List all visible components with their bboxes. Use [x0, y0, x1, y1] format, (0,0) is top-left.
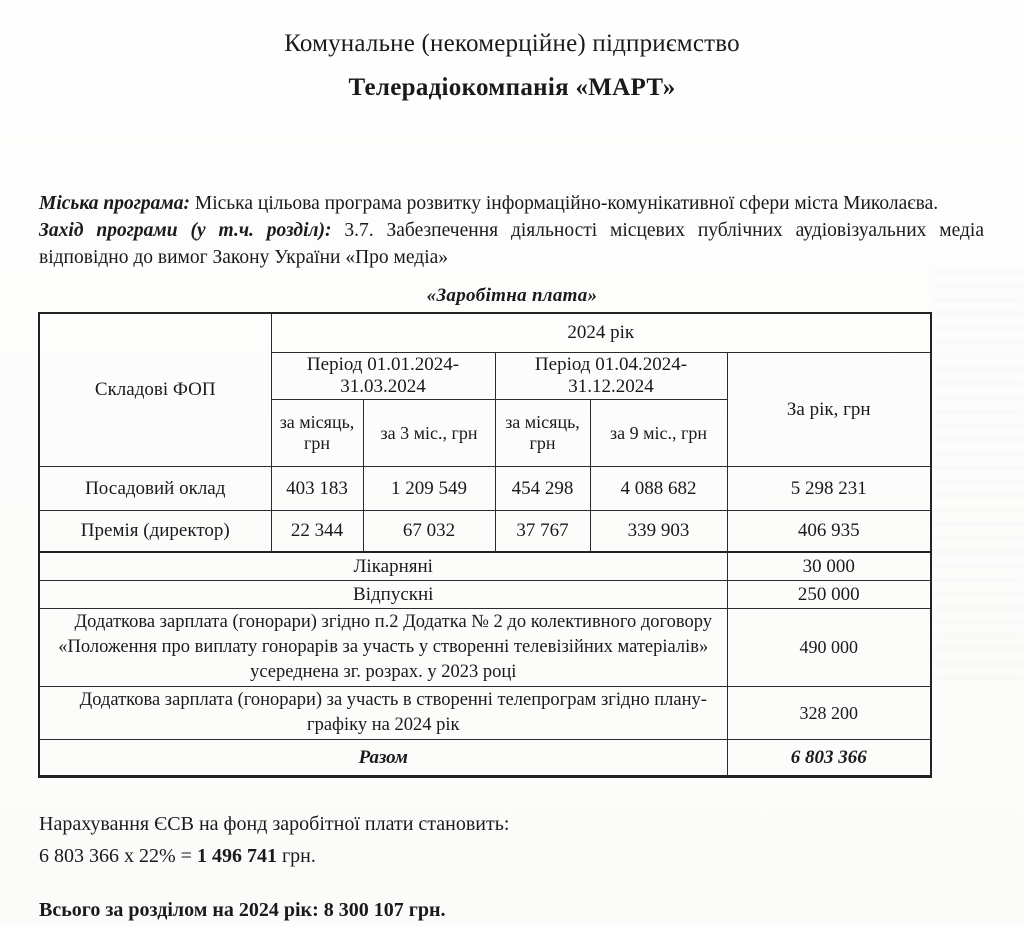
row-label-salary: Посадовий оклад — [39, 467, 271, 511]
footer-section — [39, 808, 984, 926]
esv-calc-suffix: грн. — [276, 845, 316, 867]
period2-header: Період 01.04.2024- 31.12.2024 — [495, 353, 727, 400]
intro-section — [39, 190, 984, 271]
cell-value: 403 183 — [271, 467, 363, 511]
table-caption: «Заробітна плата» — [426, 285, 598, 306]
row-label-bonus: Премія (директор) — [39, 511, 271, 553]
table-row-year-header — [39, 313, 931, 353]
table-row-extra-salary-programs — [39, 687, 931, 740]
grand-total-line: Всього за розділом на 2024 рік: 8 300 107 грн. — [39, 899, 446, 921]
total-label: Разом — [39, 740, 727, 777]
cell-value: 406 935 — [727, 511, 931, 553]
cell-value: 4 088 682 — [590, 467, 727, 511]
subheader-per-3-months: за 3 міс., грн — [363, 400, 495, 467]
subheader-per-month-1: за місяць, грн — [271, 400, 363, 467]
esv-statement: Нарахування ЄСВ на фонд заробітної плати становить: — [39, 813, 510, 835]
scan-artifact — [934, 270, 1024, 690]
total-value: 6 803 366 — [727, 740, 931, 777]
table-row-sick-pay — [39, 552, 931, 581]
cell-value: 339 903 — [590, 511, 727, 553]
salary-table — [38, 312, 932, 778]
row-label-extra-salary-fees: Додаткова зарплата (гонорари) згідно п.2 Додатка № 2 до колективного договору «Положення про виплату гонорарів за участь у створенні телевізійних матеріалів» усереднена зг. розрах. у 2023 році — [39, 609, 727, 687]
table-row-vacation-pay — [39, 581, 931, 609]
table-row-bonus — [39, 511, 931, 553]
cell-value: 37 767 — [495, 511, 590, 553]
subheader-per-month-2: за місяць, грн — [495, 400, 590, 467]
cell-value: 1 209 549 — [363, 467, 495, 511]
document-header — [0, 0, 1024, 102]
table-row-extra-salary-fees — [39, 609, 931, 687]
cell-value: 328 200 — [727, 687, 931, 740]
program-measure-text: 3.7. Забезпечення діяльності місцевих публічних аудіовізуальних медіа відповідно до вимог Закону України «Про медіа» — [39, 220, 985, 268]
esv-calc-prefix: 6 803 366 х 22% = — [39, 845, 197, 867]
table-row-total — [39, 740, 931, 777]
cell-value: 490 000 — [727, 609, 931, 687]
cell-value: 67 032 — [363, 511, 495, 553]
company-name-title: Телерадіокомпанія «МАРТ» — [348, 74, 676, 101]
company-type-title: Комунальне (некомерційне) підприємство — [284, 30, 740, 57]
cell-value: 5 298 231 — [727, 467, 931, 511]
row-label-sick-pay: Лікарняні — [39, 552, 727, 581]
city-program-paragraph — [39, 190, 984, 217]
cell-value: 22 344 — [271, 511, 363, 553]
table-row-salary — [39, 467, 931, 511]
subheader-per-9-months: за 9 міс., грн — [590, 400, 727, 467]
cell-value: 250 000 — [727, 581, 931, 609]
row-label-extra-salary-programs: Додаткова зарплата (гонорари) за участь в створенні телепрограм згідно плану-графіку на 2024 рік — [39, 687, 727, 740]
city-program-text: Міська цільова програма розвитку інформаційно-комунікативної сфери міста Миколаєва. — [190, 193, 939, 214]
period1-header: Період 01.01.2024- 31.03.2024 — [271, 353, 495, 400]
program-measure-paragraph — [39, 217, 984, 271]
fop-components-header: Складові ФОП — [39, 313, 271, 467]
cell-value: 30 000 — [727, 552, 931, 581]
esv-calc-result: 1 496 741 — [196, 845, 277, 867]
cell-value: 454 298 — [495, 467, 590, 511]
program-measure-label: Захід програми (у т.ч. розділ): — [39, 220, 332, 241]
year-2024-header: 2024 рік — [271, 313, 931, 353]
city-program-label: Міська програма: — [39, 193, 190, 214]
esv-calculation — [39, 840, 984, 872]
per-year-header: За рік, грн — [727, 353, 931, 467]
row-label-vacation-pay: Відпускні — [39, 581, 727, 609]
